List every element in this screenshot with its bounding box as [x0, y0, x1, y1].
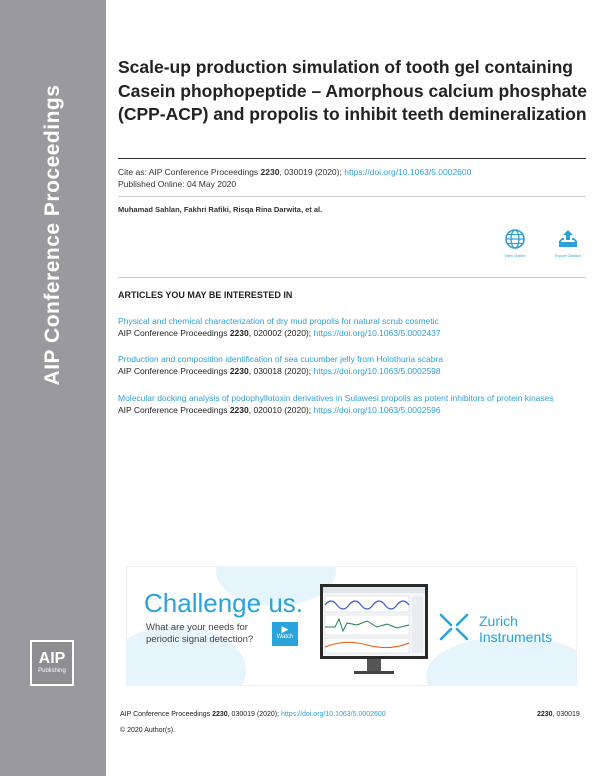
related-article-cite: [118, 404, 588, 416]
ad-subtext-line: What are your needs for: [146, 622, 248, 633]
cite-volume: 2230: [229, 328, 249, 338]
globe-icon: [504, 228, 526, 250]
export-citation-button[interactable]: [548, 228, 588, 258]
logo-sub-text: Publishing: [38, 668, 66, 674]
related-article-title[interactable]: Molecular docking analysis of podophyllotoxin derivatives in Sulawesi propolis as potent inhibitors of protein kinases: [118, 393, 554, 403]
ad-subtext-line: periodic signal detection?: [146, 634, 254, 645]
cite-volume: 2230: [260, 167, 280, 177]
copyright: © 2020 Author(s).: [120, 727, 175, 734]
monitor-illustration: [320, 584, 428, 659]
cite-rest: , 030019 (2020);: [279, 167, 345, 177]
related-article: [118, 392, 588, 416]
doi-link[interactable]: https://doi.org/10.1063/5.0002437: [313, 328, 441, 338]
ad-subtext: [146, 622, 253, 646]
advertisement-banner[interactable]: [126, 566, 577, 686]
related-article-title[interactable]: Production and composition identification of sea cucumber jelly from Holothuria scabra: [118, 354, 444, 364]
cite-volume: 2230: [212, 711, 228, 718]
journal-name: AIP Conference Proceedings: [41, 84, 64, 386]
doi-link[interactable]: https://doi.org/10.1063/5.0002600: [344, 167, 472, 177]
articles-divider: [118, 277, 586, 278]
monitor-screen: [323, 587, 425, 656]
signal-plot-graphic: [323, 587, 425, 656]
cite-prefix: AIP Conference Proceedings: [120, 711, 213, 718]
export-citation-label: Export Citation: [554, 253, 582, 258]
cite-prefix: Cite as: AIP Conference Proceedings: [118, 167, 261, 177]
footer-article-id: [537, 711, 580, 718]
view-online-button[interactable]: [495, 228, 535, 258]
journal-sidebar: [0, 0, 106, 776]
related-article-title[interactable]: Physical and chemical characterization of dry mud propolis for natural scrub cosmetic: [118, 316, 439, 326]
view-online-label: View Online: [504, 253, 526, 258]
brand-name: [479, 613, 552, 645]
article-id-volume: 2230: [537, 711, 553, 718]
related-article: [118, 315, 588, 339]
meta-divider: [118, 196, 586, 197]
footer-citation: [120, 711, 386, 718]
watch-button[interactable]: [272, 622, 298, 646]
related-article: [118, 353, 588, 377]
cite-volume: 2230: [229, 405, 249, 415]
cite-volume: 2230: [229, 366, 249, 376]
article-id-rest: , 030019: [552, 711, 580, 718]
cite-prefix: AIP Conference Proceedings: [118, 405, 230, 415]
articles-heading: ARTICLES YOU MAY BE INTERESTED IN: [118, 290, 293, 300]
logo-main-text: AIP: [38, 650, 66, 667]
cite-line: [118, 166, 471, 178]
cite-prefix: AIP Conference Proceedings: [118, 366, 230, 376]
cite-rest: , 020002 (2020);: [248, 328, 314, 338]
cite-rest: , 020010 (2020);: [248, 405, 314, 415]
cite-rest: , 030019 (2020);: [227, 711, 281, 718]
paper-title: Scale-up production simulation of tooth gel containing Casein phophopeptide – Amorphous calcium phosphate (CPP-ACP) and propolis to inhibit teeth demineralization: [118, 57, 587, 124]
monitor-base: [354, 671, 394, 674]
related-article-cite: [118, 327, 588, 339]
author-list[interactable]: Muhamad Sahlan, Fakhri Rafiki, Risqa Rina Darwita, et al.: [118, 205, 323, 214]
export-icon: [557, 228, 579, 250]
play-icon: ▶: [281, 624, 289, 634]
related-article-cite: [118, 365, 588, 377]
doi-link[interactable]: https://doi.org/10.1063/5.0002596: [313, 405, 441, 415]
zurich-instruments-logo-icon: [438, 612, 470, 642]
doi-link[interactable]: https://doi.org/10.1063/5.0002600: [281, 711, 386, 718]
watch-label: Watch: [276, 634, 294, 640]
published-date: Published Online: 04 May 2020: [118, 179, 237, 189]
brand-name-line: Instruments: [479, 629, 553, 645]
citation-block: [118, 166, 471, 190]
ad-headline: Challenge us.: [144, 588, 303, 618]
brand-name-line: Zurich: [479, 613, 518, 629]
doi-link[interactable]: https://doi.org/10.1063/5.0002598: [313, 366, 441, 376]
title-divider: [118, 158, 586, 159]
aip-publishing-logo[interactable]: [30, 640, 74, 686]
cite-rest: , 030018 (2020);: [248, 366, 314, 376]
cite-prefix: AIP Conference Proceedings: [118, 328, 230, 338]
